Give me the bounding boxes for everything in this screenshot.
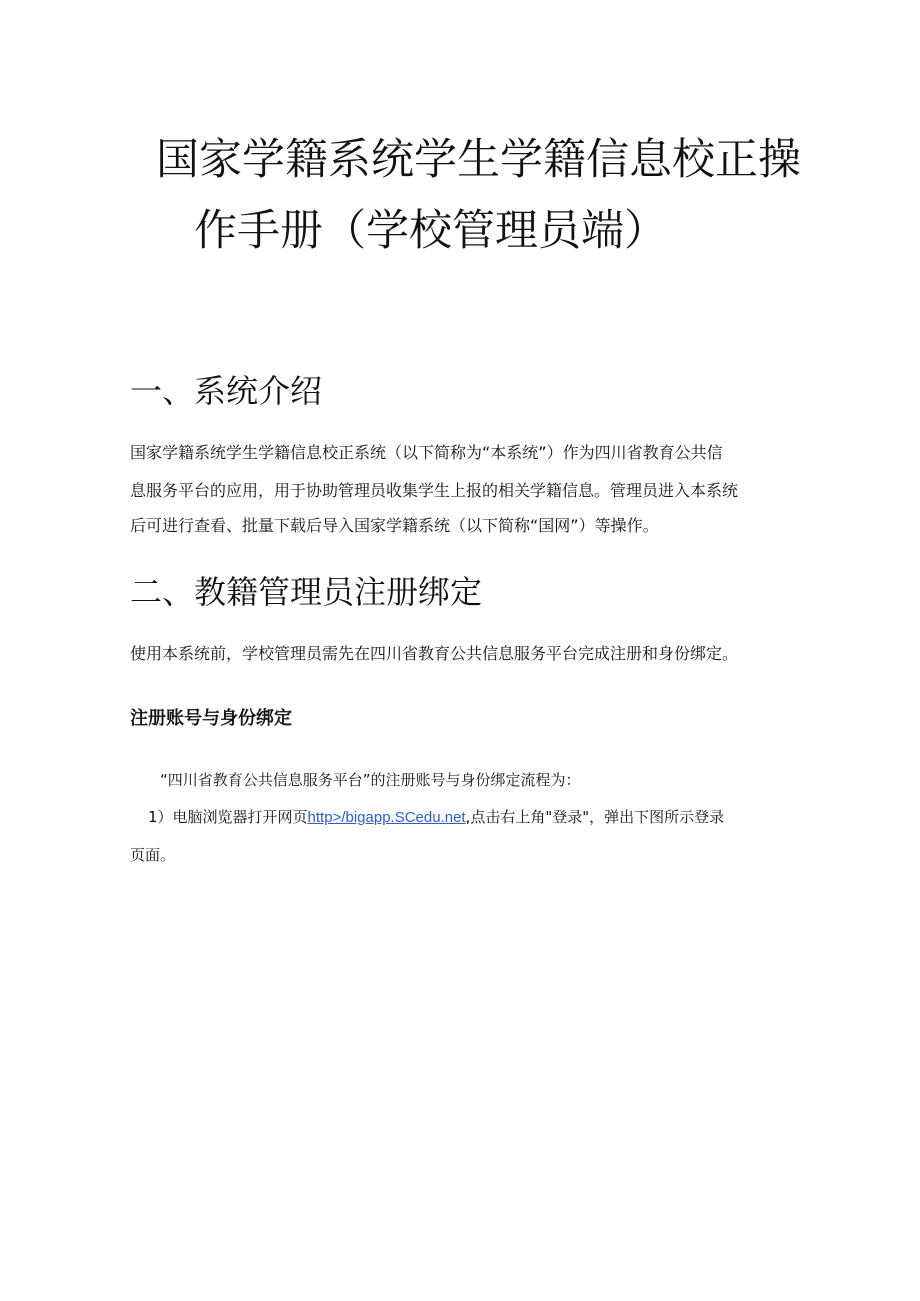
- section-1-paragraph-line-3: 后可进行查看、批量下载后导入国家学籍系统（以下简称“国网”）等操作。: [130, 516, 659, 535]
- section-1-paragraph-line-2: 息服务平台的应用，用于协助管理员收集学生上报的相关学籍信息。管理员进入本系统: [130, 481, 739, 500]
- document-title-line-1: 国家学籍系统学生学籍信息校正操: [156, 135, 801, 185]
- platform-url-link[interactable]: http>/bigapp.SCedu.net: [307, 809, 466, 826]
- document-title-line-2: 作手册（学校管理员端）: [194, 206, 667, 256]
- section-1-heading: 一、系统介绍: [130, 372, 323, 410]
- registration-subheading: 注册账号与身份绑定: [130, 708, 292, 729]
- section-2-heading: 二、教籍管理员注册绑定: [130, 573, 483, 611]
- registration-step-1-continuation: 页面。: [130, 846, 176, 864]
- section-1-paragraph-line-1: 国家学籍系统学生学籍信息校正系统（以下简称为“本系统”）作为四川省教育公共信: [130, 443, 723, 462]
- section-2-paragraph-line-1: 使用本系统前，学校管理员需先在四川省教育公共信息服务平台完成注册和身份绑定。: [130, 644, 739, 663]
- step-1-prefix: 1）电脑浏览器打开网页: [148, 808, 308, 826]
- registration-step-1: [148, 808, 724, 827]
- step-1-suffix: ,点击右上角"登录"，弹出下图所示登录: [465, 808, 725, 826]
- registration-flow-intro: “四川省教育公共信息服务平台”的注册账号与身份绑定流程为：: [160, 771, 581, 789]
